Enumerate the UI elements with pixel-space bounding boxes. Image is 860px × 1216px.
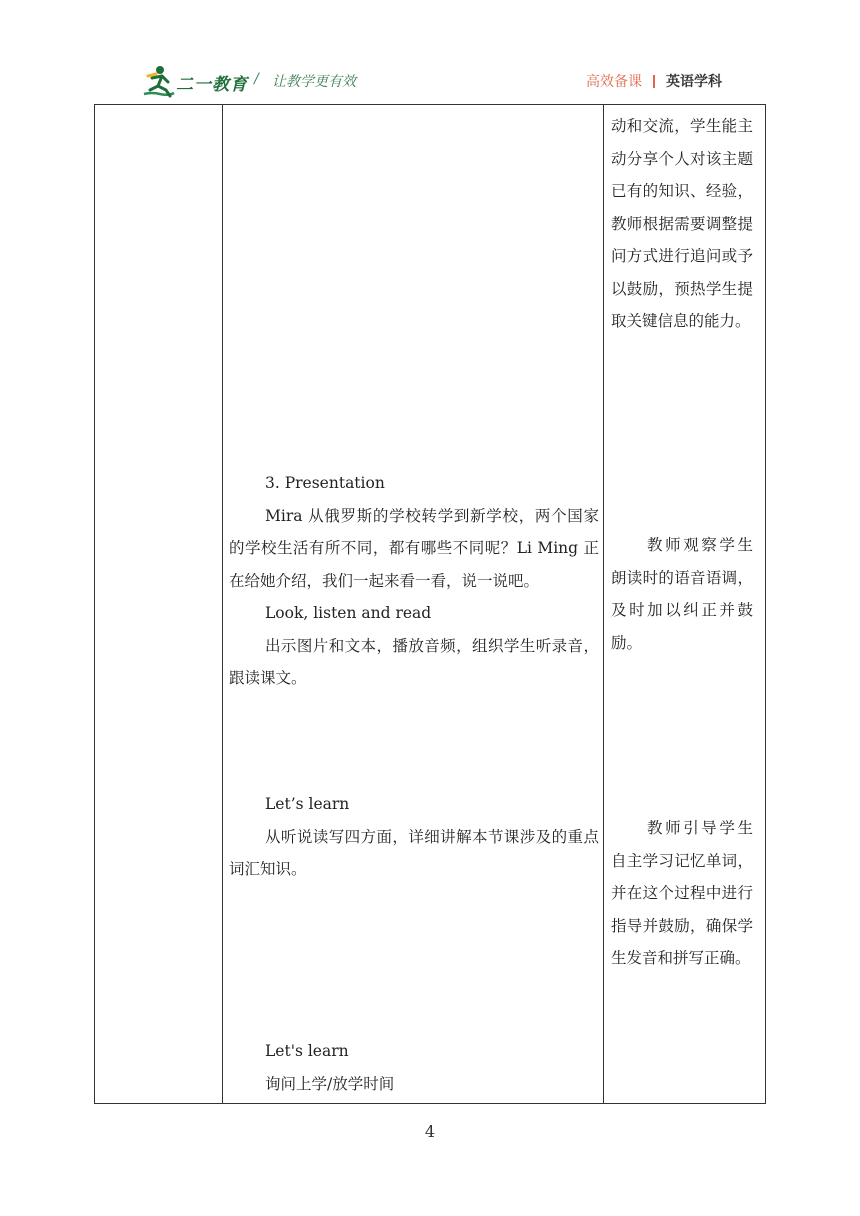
look-listen-read-title: Look, listen and read	[265, 604, 432, 622]
look-listen-read-text: 出示图片和文本，播放音频，组织学生听录音，跟读课文。	[229, 636, 599, 687]
header-divider	[653, 75, 655, 88]
right-cell-top	[611, 110, 753, 338]
header-label-left: 高效备课	[586, 74, 642, 90]
lets-learn-title-1: Let’s learn	[265, 795, 350, 813]
intent-text-reading: 教师观察学生朗读时的语音语调，及时加以纠正并鼓励。	[611, 536, 753, 652]
lets-learn-text-2: 询问上学/放学时间	[265, 1074, 395, 1093]
lets-learn-text-1: 从听说读写四方面，详细讲解本节课涉及的重点词汇知识。	[229, 827, 599, 878]
lets-learn-title-2: Let's learn	[265, 1042, 349, 1060]
header-subject	[586, 71, 722, 91]
middle-cell-learn-1	[229, 788, 599, 886]
presentation-text: Mira 从俄罗斯的学校转学到新学校，两个国家的学校生活有所不同，都有哪些不同呢？Li Ming 正在给她介绍，我们一起来看一看，说一说吧。	[229, 506, 599, 590]
right-cell-bottom	[611, 812, 753, 975]
intent-text-warmup: 动和交流，学生能主动分享个人对该主题已有的知识、经验，教师根据需要调整提问方式进行追问或予以鼓励，预热学生提取关键信息的能力。	[611, 117, 753, 330]
page-header	[0, 0, 860, 104]
slogan: 让教学更有效	[272, 74, 356, 90]
middle-cell-learn-2	[229, 1035, 599, 1100]
column-divider-2	[603, 105, 604, 1103]
page-number: 4	[424, 1122, 436, 1141]
slogan-separator: /	[254, 71, 259, 87]
right-cell-mid	[611, 529, 753, 659]
lesson-table	[94, 104, 766, 1104]
middle-cell-presentation	[229, 467, 599, 695]
header-label-right: 英语学科	[666, 74, 722, 90]
column-divider-1	[222, 105, 223, 1103]
presentation-title: 3. Presentation	[265, 474, 385, 492]
brand-name: 二一教育	[176, 75, 248, 95]
intent-text-vocabulary: 教师引导学生自主学习记忆单词，并在这个过程中进行指导并鼓励，确保学生发音和拼写正确。	[611, 819, 753, 967]
